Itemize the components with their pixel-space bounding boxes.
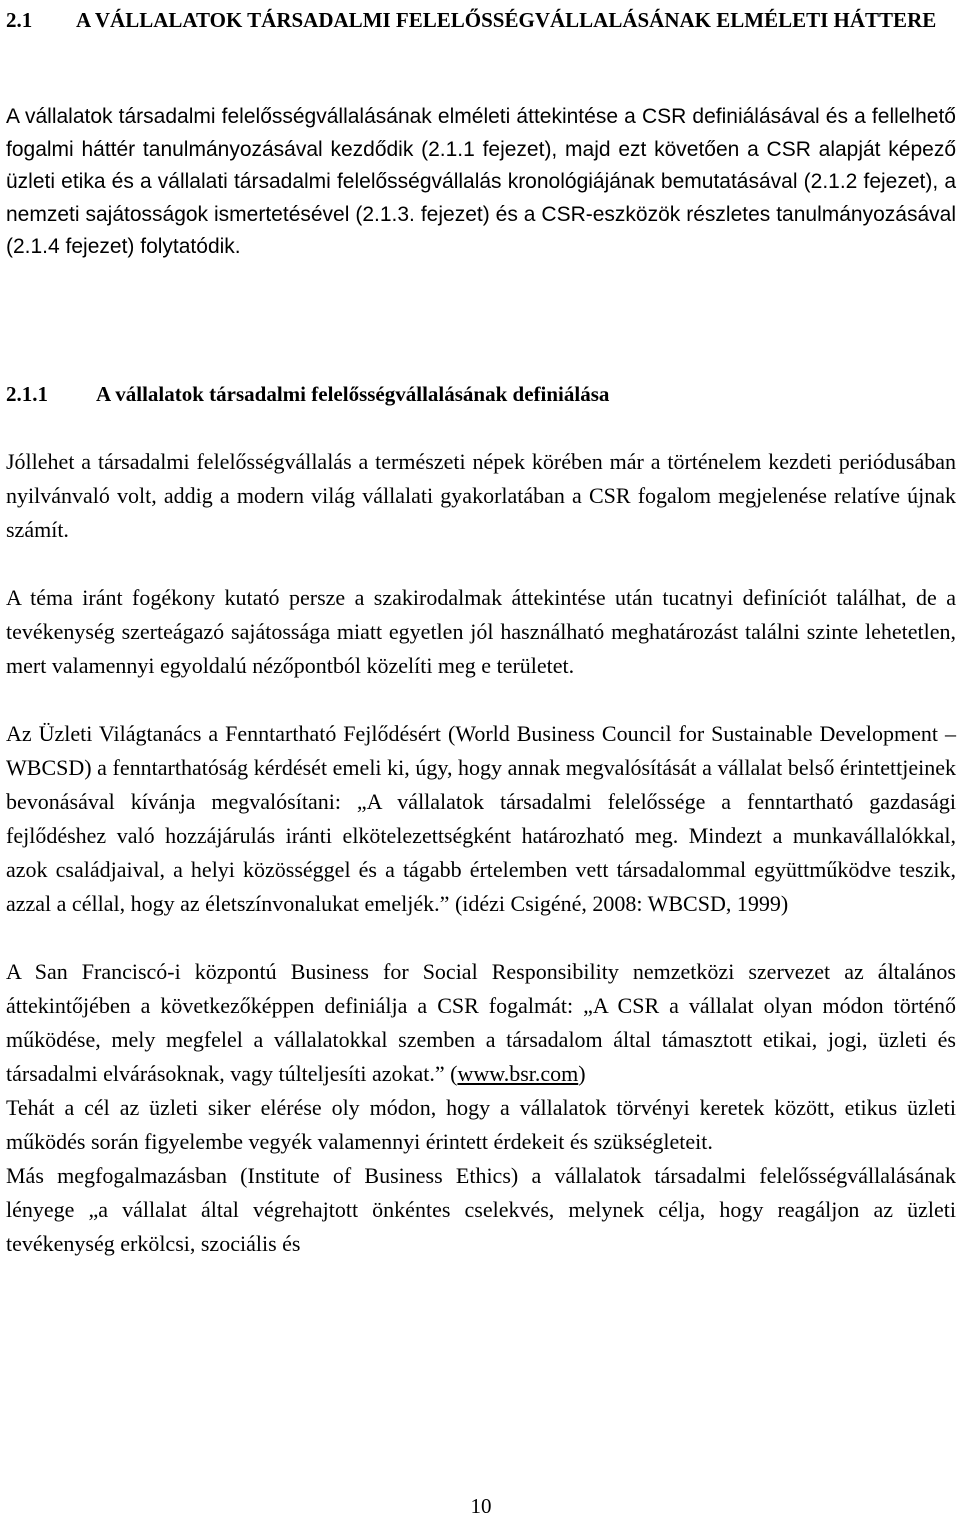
section-number: 2.1.1	[6, 382, 48, 406]
paragraph-5: Tehát a cél az üzleti siker elérése oly módon, hogy a vállalatok törvényi keretek között, etikus üzleti működés során figyelembe vegyék valamennyi érintett érdekeit és szükségleteit.	[6, 1095, 956, 1154]
intro-paragraph: A vállalatok társadalmi felelősségvállalásának elméleti áttekintése a CSR definiálásával és a fellelhető fogalmi háttér tanulmányozásával kezdődik (2.1.1 fejezet), majd ezt követően a CSR alapját képező üzleti etika és a vállalati társadalmi felelősségvállalás kronológiájának bemutatásával (2.1.2 fejezet), a nemzeti sajátosságok ismertetésével (2.1.3. fejezet) és a CSR-eszközök részletes tanulmányozásával (2.1.4 fejezet) folytatódik.	[6, 105, 956, 258]
page-number: 10	[470, 1494, 492, 1518]
paragraph-4-close: )	[578, 1061, 586, 1086]
paragraph-1: Jóllehet a társadalmi felelősségvállalás a természeti népek körében már a történelem kezdeti periódusában nyilvánvaló volt, addig a modern világ vállalati gyakorlatában a CSR fogalom megjelenése relatíve újnak számít.	[6, 449, 956, 542]
paragraph-4	[6, 955, 956, 1091]
paragraph-4-text: A San Franciscó-i központú Business for Social Responsibility nemzetközi szervezet az általános áttekintőjében a következőképpen definiálja a CSR fogalmát: „A CSR a vállalat olyan módon történő működése, mely megfelel a vállalatokkal szemben a társadalom által támasztott etikai, jogi, üzleti és társadalmi elvárásoknak, vagy túlteljesíti azokat.” (	[6, 959, 956, 1086]
bsr-link[interactable]: www.bsr.com	[457, 1061, 579, 1086]
section-heading	[6, 378, 956, 410]
chapter-heading	[6, 4, 956, 37]
paragraph-3: Az Üzleti Világtanács a Fenntartható Fejlődésért (World Business Council for Sustainable Development – WBCSD) a fenntarthatóság kérdését emeli ki, úgy, hogy annak megvalósítását a vállalat belső érintettjeinek bevonásával kívánja megvalósítani: „A vállalatok társadalmi felelőssége a fenntartható gazdasági fejlődéshez való hozzájárulás iránti elkötelezettségként határozható meg. Mindezt a munkavállalókkal, azok családjaival, a helyi közösséggel és a tágabb értelemben vett társadalommal együttműködve teszik, azzal a céllal, hogy az életszínvonalukat emeljék.” (idézi Csigéné, 2008: WBCSD, 1999)	[6, 721, 956, 916]
body-text	[6, 445, 956, 1261]
paragraph-2: A téma iránt fogékony kutató persze a szakirodalmak áttekintése után tucatnyi definíciót találhat, de a tevékenység szerteágazó sajátossága miatt egyetlen jól használható meghatározást találni szinte lehetetlen, mert valamennyi egyoldalú nézőpontból közelíti meg e területet.	[6, 585, 956, 678]
chapter-number: 2.1	[6, 8, 33, 32]
chapter-title: A VÁLLALATOK TÁRSADALMI FELELŐSSÉGVÁLLALÁSÁNAK ELMÉLETI HÁTTERE	[76, 8, 937, 32]
section-title: A vállalatok társadalmi felelősségvállalásának definiálása	[96, 382, 610, 406]
paragraph-6: Más megfogalmazásban (Institute of Business Ethics) a vállalatok társadalmi felelősségvállalásának lényege „a vállalat által végrehajtott önkéntes cselekvés, melynek célja, hogy reagáljon az üzleti tevékenység erkölcsi, szociális és	[6, 1163, 956, 1256]
